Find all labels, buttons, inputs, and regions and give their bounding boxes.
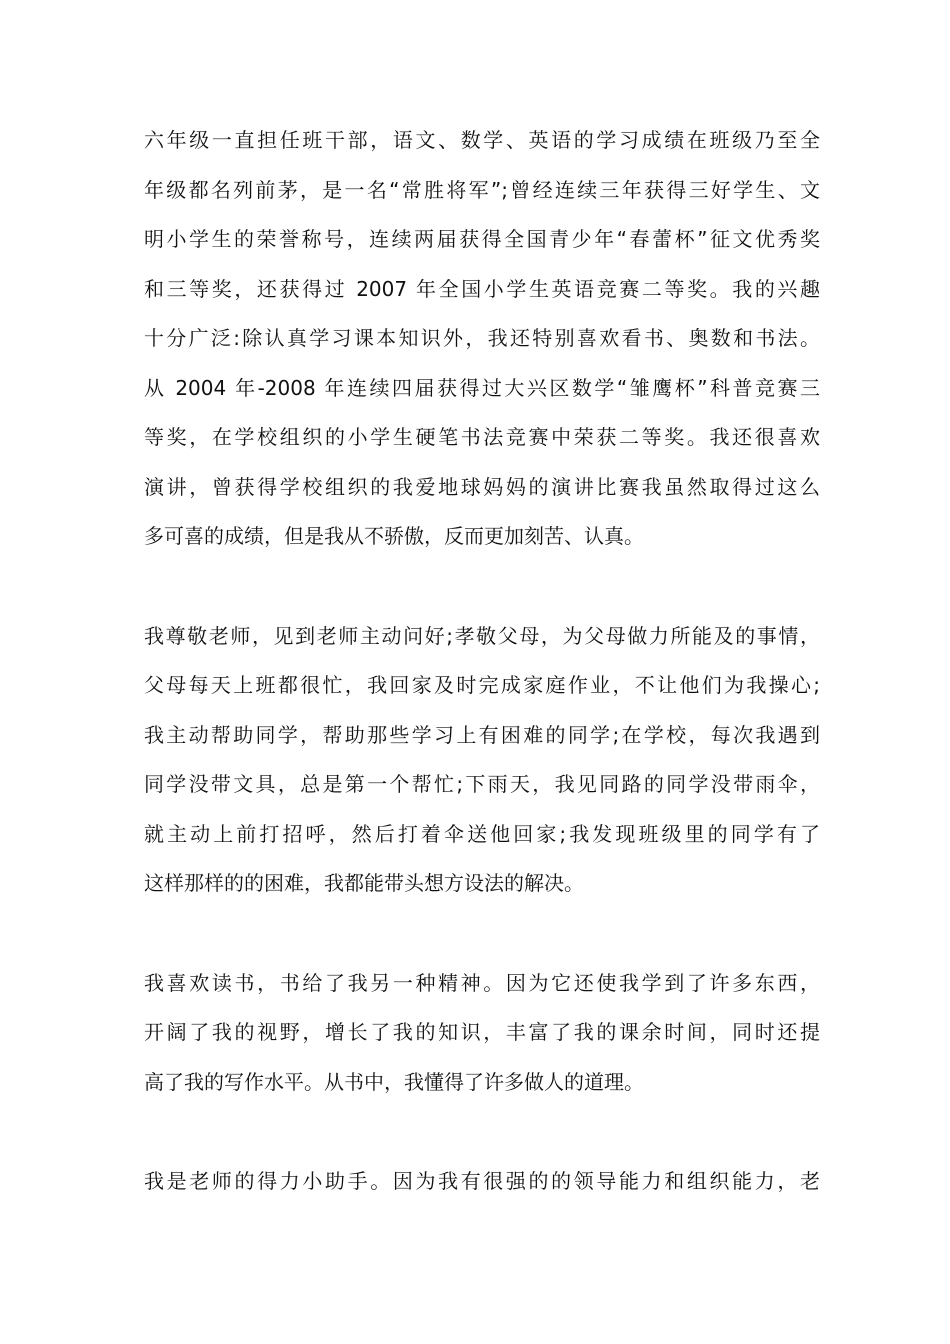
text-line: 我喜欢读书，书给了我另一种精神。因为它还使我学到了许多东西， bbox=[144, 970, 820, 995]
text-line: 开阔了我的视野，增长了我的知识，丰富了我的课余时间，同时还提 bbox=[144, 1020, 820, 1044]
text-line: 明小学生的荣誉称号，连续两届获得全国青少年“春蕾杯”征文优秀奖 bbox=[144, 227, 820, 251]
paragraph-reading bbox=[144, 959, 820, 1108]
paragraph-respect-helping bbox=[144, 612, 820, 909]
text-line: 年级都名列前茅，是一名“常胜将军”;曾经连续三年获得三好学生、文 bbox=[144, 177, 820, 202]
text-line: 高了我的写作水平。从书中，我懂得了许多做人的道理。 bbox=[144, 1069, 644, 1094]
text-line: 同学没带文具，总是第一个帮忙;下雨天，我见同路的同学没带雨伞， bbox=[144, 772, 820, 796]
document-body bbox=[144, 116, 820, 1257]
text-line: 我主动帮助同学，帮助那些学习上有困难的同学;在学校，每次我遇到 bbox=[144, 722, 820, 747]
text-line: 和三等奖，还获得过 2007 年全国小学生英语竞赛二等奖。我的兴趣 bbox=[144, 276, 820, 301]
text-line: 多可喜的成绩，但是我从不骄傲，反而更加刻苦、认真。 bbox=[144, 524, 644, 548]
text-line: 十分广泛:除认真学习课本知识外，我还特别喜欢看书、奥数和书法。 bbox=[144, 326, 820, 350]
text-line: 等奖，在学校组织的小学生硬笔书法竞赛中荣获二等奖。我还很喜欢 bbox=[144, 425, 820, 449]
text-line: 从 2004 年-2008 年连续四届获得过大兴区数学“雏鹰杯”科普竞赛三 bbox=[144, 375, 820, 400]
paragraph-helper bbox=[144, 1157, 820, 1207]
text-line: 父母每天上班都很忙，我回家及时完成家庭作业，不让他们为我操心; bbox=[144, 673, 820, 697]
paragraph-achievements bbox=[144, 116, 820, 562]
text-line: 我是老师的得力小助手。因为我有很强的的领导能力和组织能力，老 bbox=[144, 1169, 820, 1193]
text-line: 演讲，曾获得学校组织的我爱地球妈妈的演讲比赛我虽然取得过这么 bbox=[144, 474, 820, 499]
text-line: 我尊敬老师，见到老师主动问好;孝敬父母，为父母做力所能及的事情， bbox=[144, 623, 820, 648]
text-line: 这样那样的的困难，我都能带头想方设法的解决。 bbox=[144, 871, 584, 895]
text-line: 就主动上前打招呼，然后打着伞送他回家;我发现班级里的同学有了 bbox=[144, 821, 820, 846]
text-line: 六年级一直担任班干部，语文、数学、英语的学习成绩在班级乃至全 bbox=[144, 128, 820, 152]
